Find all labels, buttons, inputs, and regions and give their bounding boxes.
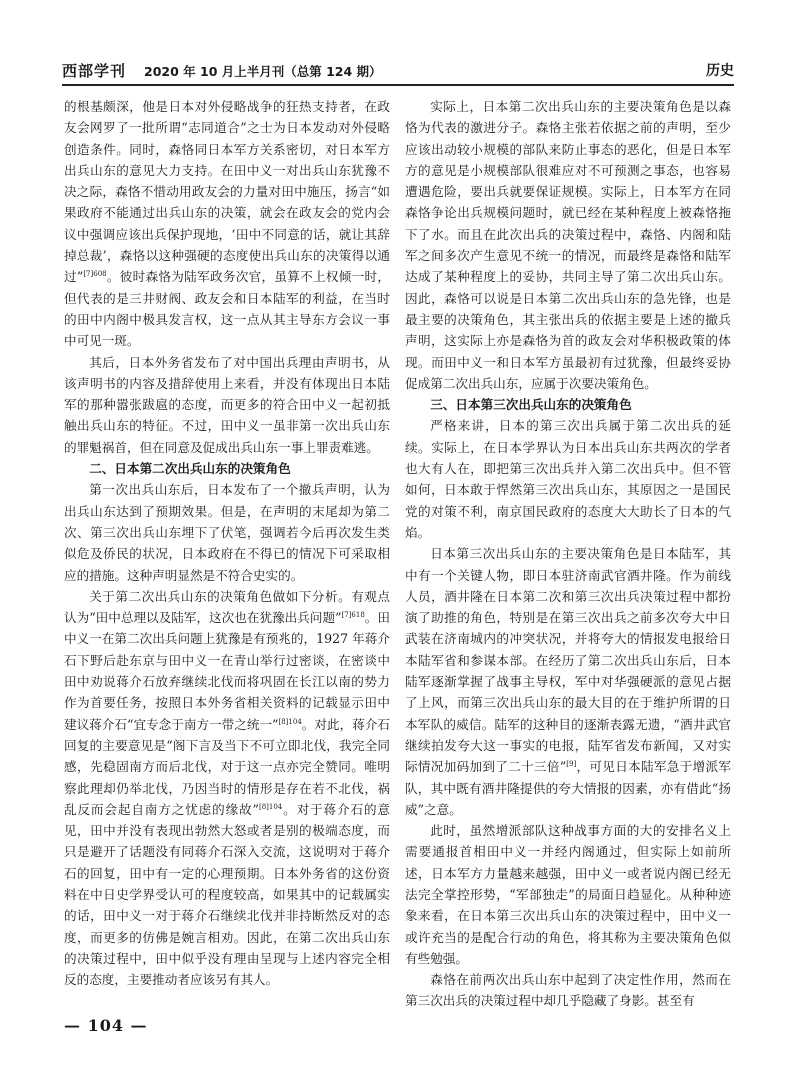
citation: [9] xyxy=(566,760,577,769)
left-column xyxy=(64,96,390,1016)
paragraph: 实际上，日本第二次出兵山东的主要决策角色是以森恪为代表的激进分子。森恪主张若依据之前的声明，至少应该出动较小规模的部队来防止事态的恶化，但是日本军方的意见是小规模部队很难应对不可预测之事态，也容易遭遇危险，要出兵就要保证规模。实际上，日本军方在同森恪争论出兵规模问题时，就已经在某种程度上被森恪拖下了水。而且在此次出兵的决策过程中，森恪、内阁和陆军之间多次产生意见不统一的情况，而最终是森恪和陆军达成了某种程度上的妥协，共同主导了第二次出兵山东。因此，森恪可以说是日本第二次出兵山东的急先锋，也是最主要的决策角色，其主张出兵的依据主要是上述的撤兵声明，这实际上亦是森恪为首的政友会对华积极政策的体现。而田中义一和日本军方虽最初有过犹豫，但最终妥协促成第二次出兵山东，应属于次要决策角色。 xyxy=(405,99,731,391)
paragraph: 其后，日本外务省发布了对中国出兵理由声明书，从该声明书的内容及措辞使用上来看，并没有体现出日本陆军的那种嚣张跋扈的态度，而更多的符合田中义一起初抵触出兵山东的特征。不过，田中义一虽非第一次出兵山东的罪魁祸首，但在同意及促成出兵山东一事上罪责难逃。 xyxy=(64,354,390,455)
citation: [7]618 xyxy=(341,610,365,619)
journal-name: 西部学刊 xyxy=(62,62,127,80)
page-number: — 104 — xyxy=(64,1016,148,1035)
section-heading: 二、日本第二次出兵山东的决策角色 xyxy=(89,461,291,477)
paragraph: 森恪在前两次出兵山东中起到了决定性作用，然而在第三次出兵的决策过程中却几乎隐藏了身影。甚至有 xyxy=(405,972,731,1009)
right-column xyxy=(405,96,731,1016)
citation: [8]104 xyxy=(258,802,283,811)
paragraph: 日本第三次出兵山东的主要决策角色是日本陆军，其中有一个关键人物，即日本驻济南武官酒井隆。作为前线人员，酒井隆在日本第二次和第三次出兵决策过程中都扮演了助推的角色，特别是在第三次出兵之前多次夸大中日武装在济南城内的冲突状况，并将夸大的情报发电报给日本陆军省和参谋本部。在经历了第二次出兵山东后，日本陆军逐渐掌握了战事主导权，军中对华强硬派的意见占据了上风，而第三次出兵山东的最大目的在于维护所谓的日本军队的威信。陆军的这种目的逐渐表露无遗，“酒井武官继续拍发夸大这一事实的电报，陆军省发布新闻，又对实际情况加码加到了二十三倍”[9]，可见日本陆军急于增派军队，其中既有酒井隆提供的夸大情报的因素，亦有借此“扬威”之意。 xyxy=(405,546,731,817)
section-tag: 历史 xyxy=(706,63,734,79)
section-heading: 三、日本第三次出兵山东的决策角色 xyxy=(430,397,632,413)
paragraph: 第一次出兵山东后，日本发布了一个撤兵声明，认为出兵山东达到了预期效果。但是，在声明的末尾却为第二次、第三次出兵山东埋下了伏笔，强调若今后再次发生类似危及侨民的状况，日本政府在不得已的情况下可采取相应的措施。这种声明显然是不符合史实的。 xyxy=(64,482,390,583)
paragraph: 此时，虽然增派部队这种战事方面的大的安排名义上需要通报首相田中义一并经内阁通过，但实际上如前所述，日本军方力量越来越强，田中义一或者说内阁已经无法完全掌控形势，“军部独走”的局面日趋显化。从种种迹象来看，在日本第三次出兵山东的决策过程中，田中义一或许充当的是配合行动的角色，将其称为主要决策角色似有些勉强。 xyxy=(405,823,731,966)
issue-info: 2020 年 10 月上半月刊（总第 124 期） xyxy=(144,64,382,79)
paragraph: 严格来讲，日本的第三次出兵属于第二次出兵的延续。实际上，在日本学界认为日本出兵山东共两次的学者也大有人在，即把第三次出兵并入第二次出兵中。但不管如何，日本敢于悍然第三次出兵山东，其原因之一是国民党的对策不利，南京国民政府的态度大大助长了日本的气焰。 xyxy=(405,418,731,540)
paragraph: 的根基颇深，他是日本对外侵略战争的狂热支持者，在政友会网罗了一批所谓“志同道合”之士为日本发动对外侵略创造条件。同时，森恪同日本军方关系密切，对日本军方出兵山东的意见大力支持。在田中义一对出兵山东犹豫不决之际，森恪不惜动用政友会的力量对田中施压，扬言“如果政府不能通过出兵山东的决策，就会在政友会的党内会议中强调应该出兵保护现地，‘田中不同意的话，就让其辞掉总裁’，森恪以这种强硬的态度使出兵山东的决策得以通过”$^{[7]608}$。彼时森恪为陆军政务次官，虽算不上权倾一时，但代表的是三井财阀、政友会和日本陆军的利益，在当时的田中内阁中极具发言权，这一点从其主导东方会议一事中可见一斑。 xyxy=(64,99,390,349)
paragraph: 关于第二次出兵山东的决策角色做如下分析。有观点认为“田中总理以及陆军，这次也在犹豫出兵问题”$^{[7]618}$。田中义一在第二次出兵问题上犹豫是有预兆的，1927 年蒋介石下野后赴东京与田中义一在青山举行过密谈，在密谈中田中劝说蒋介石放弃继续北伐而将巩固在长江以南的势力作为首要任务，按照日本外务省相关资料的记载显示田中建议蒋介石“宜专念于南方一带之统一”$^{[8]104}$。对此，蒋介石回复的主要意见是“阁下言及当下不可立即北伐，我完全同感，先稳固南方而后北伐，对于这一点亦完全赞同。唯明察此理却仍举北伐，乃因当时的情形是存在若不北伐，祸乱反而会起自南方之忧虑的缘故”$^{[8]104}$。对于蒋介石的意见，田中并没有表现出勃然大怒或者是别的极端态度，而只是避开了话题没有同蒋介石深入交流，这说明对于蒋介石的回复，田中有一定的心理预期。日本外务省的这份资料在中日史学界受认可的程度较高，如果其中的记载属实的话，田中义一对于蒋介石继续北伐并非持断然反对的态度，而更多的仿佛是婉言相劝。因此，在第二次出兵山东的决策过程中，田中似乎没有理由呈现与上述内容完全相反的态度，主要推动者应该另有其人。 xyxy=(64,588,390,988)
citation: [7]608 xyxy=(83,270,107,279)
citation: [8]104 xyxy=(278,717,302,726)
running-header xyxy=(62,58,734,86)
